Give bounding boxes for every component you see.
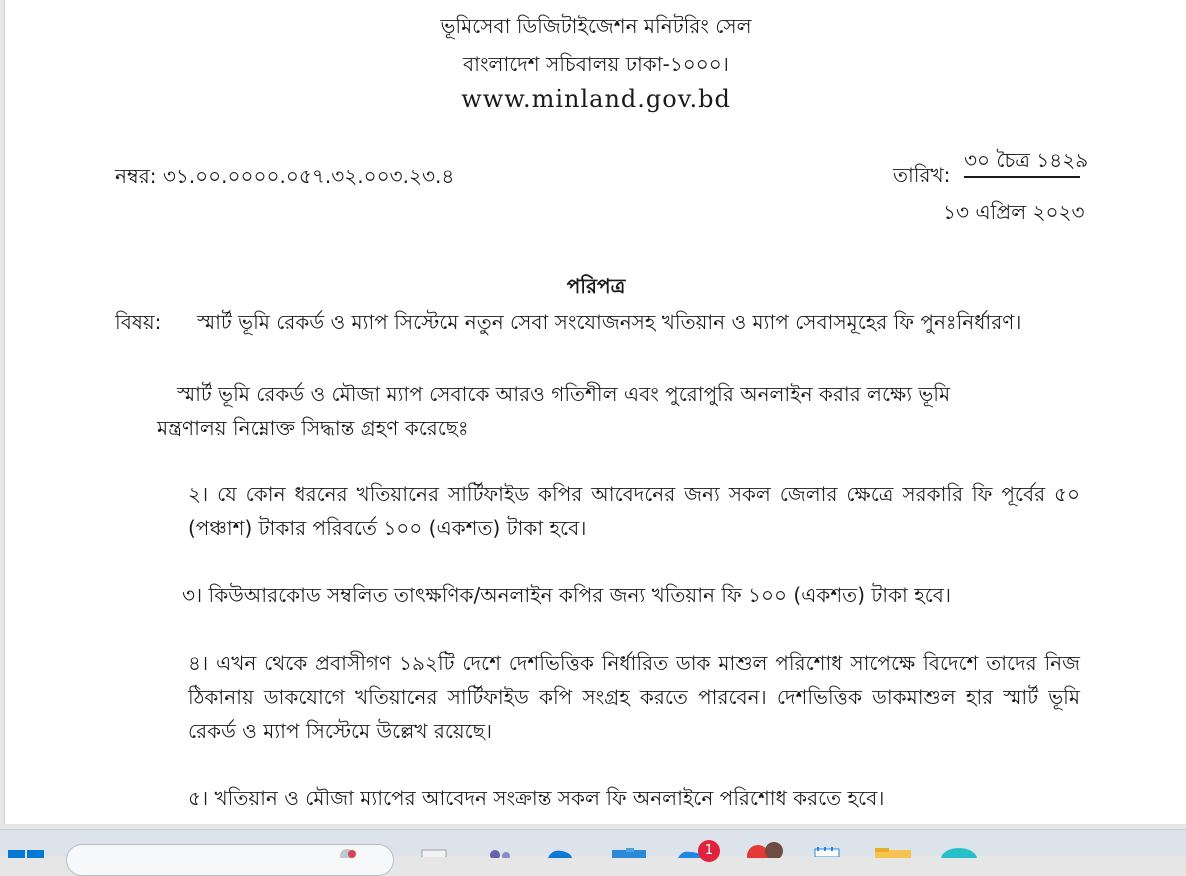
folder-icon[interactable]: [873, 848, 913, 858]
memo-number-label: নম্বর:: [115, 164, 157, 188]
store-icon[interactable]: [610, 848, 648, 858]
calendar-icon[interactable]: [812, 847, 842, 857]
document-page: [4, 0, 1186, 824]
website-link[interactable]: www.minland.gov.bd: [461, 85, 731, 113]
notification-badge: 1: [698, 840, 720, 862]
document-title: পরিপত্র: [566, 274, 626, 298]
chrome-icon[interactable]: [742, 842, 790, 858]
date-english: ১৩ এপ্রিল ২০২৩: [943, 200, 1085, 224]
search-highlight-icon: [335, 848, 359, 858]
office-name: ভূমিসেবা ডিজিটাইজেশন মনিটরিং সেল: [440, 14, 752, 38]
date-label: তারিখ:: [893, 163, 951, 187]
date-divider: [964, 176, 1080, 178]
memo-number: [115, 162, 454, 195]
memo-number-value: ৩১.০০.০০০০.০৫৭.৩২.০০৩.২৩.৪: [162, 164, 455, 188]
file-icon[interactable]: [420, 849, 450, 857]
taskbar: [0, 829, 1186, 856]
point-2: ২। যে কোন ধরনের খতিয়ানের সার্টিফাইড কপির আবেদনের জন্য সকল জেলার ক্ষেত্রে সরকারি ফি পূর্বের ৫০ (পঞ্চাশ) টাকার পরিবর্তে ১০০ (একশত) টাকা হবে।: [188, 482, 1080, 540]
intro-line-2: মন্ত্রণালয় নিম্নোক্ত সিদ্ধান্ত গ্রহণ করেছেঃ: [157, 416, 469, 440]
teams-icon[interactable]: [486, 848, 514, 858]
point-5: ৫। খতিয়ান ও মৌজা ম্যাপের আবেদন সংক্রান্ত সকল ফি অনলাইনে পরিশোধ করতে হবে।: [188, 786, 885, 810]
intro-line-1: স্মার্ট ভূমি রেকর্ড ও মৌজা ম্যাপ সেবাকে আরও গতিশীল এবং পুরোপুরি অনলাইন করার লক্ষ্যে ভূমি: [177, 382, 951, 406]
subject-text: স্মার্ট ভূমি রেকর্ড ও ম্যাপ সিস্টেমে নতুন সেবা সংযোজনসহ খতিয়ান ও ম্যাপ সেবাসমূহের ফি পুনঃনির্ধারণ।: [197, 310, 1022, 334]
office-address: বাংলাদেশ সচিবালয় ঢাকা-১০০০।: [463, 52, 729, 76]
edge-icon[interactable]: [546, 849, 574, 858]
subject-label: বিষয়:: [115, 310, 162, 334]
date-bangla: ৩০ চৈত্র ১৪২৯: [964, 148, 1089, 172]
app-icon[interactable]: [940, 847, 980, 858]
windows-start-icon[interactable]: [8, 848, 46, 858]
point-3: ৩। কিউআরকোড সম্বলিত তাৎক্ষণিক/অনলাইন কপির জন্য খতিয়ান ফি ১০০ (একশত) টাকা হবে।: [182, 583, 952, 607]
point-4: ৪। এখন থেকে প্রবাসীগণ ১৯২টি দেশে দেশভিত্তিক নির্ধারিত ডাক মাশুল পরিশোধ সাপেক্ষে বিদেশে তাদের নিজ ঠিকানায় ডাকযোগে খতিয়ানের সার্টিফাইড কপি সংগ্রহ করতে পারবেন। দেশভিত্তিক ডাকমাশুল হার স্মার্ট ভূমি রেকর্ড ও ম্যাপ সিস্টেমে উল্লেখ রয়েছে।: [188, 651, 1080, 743]
